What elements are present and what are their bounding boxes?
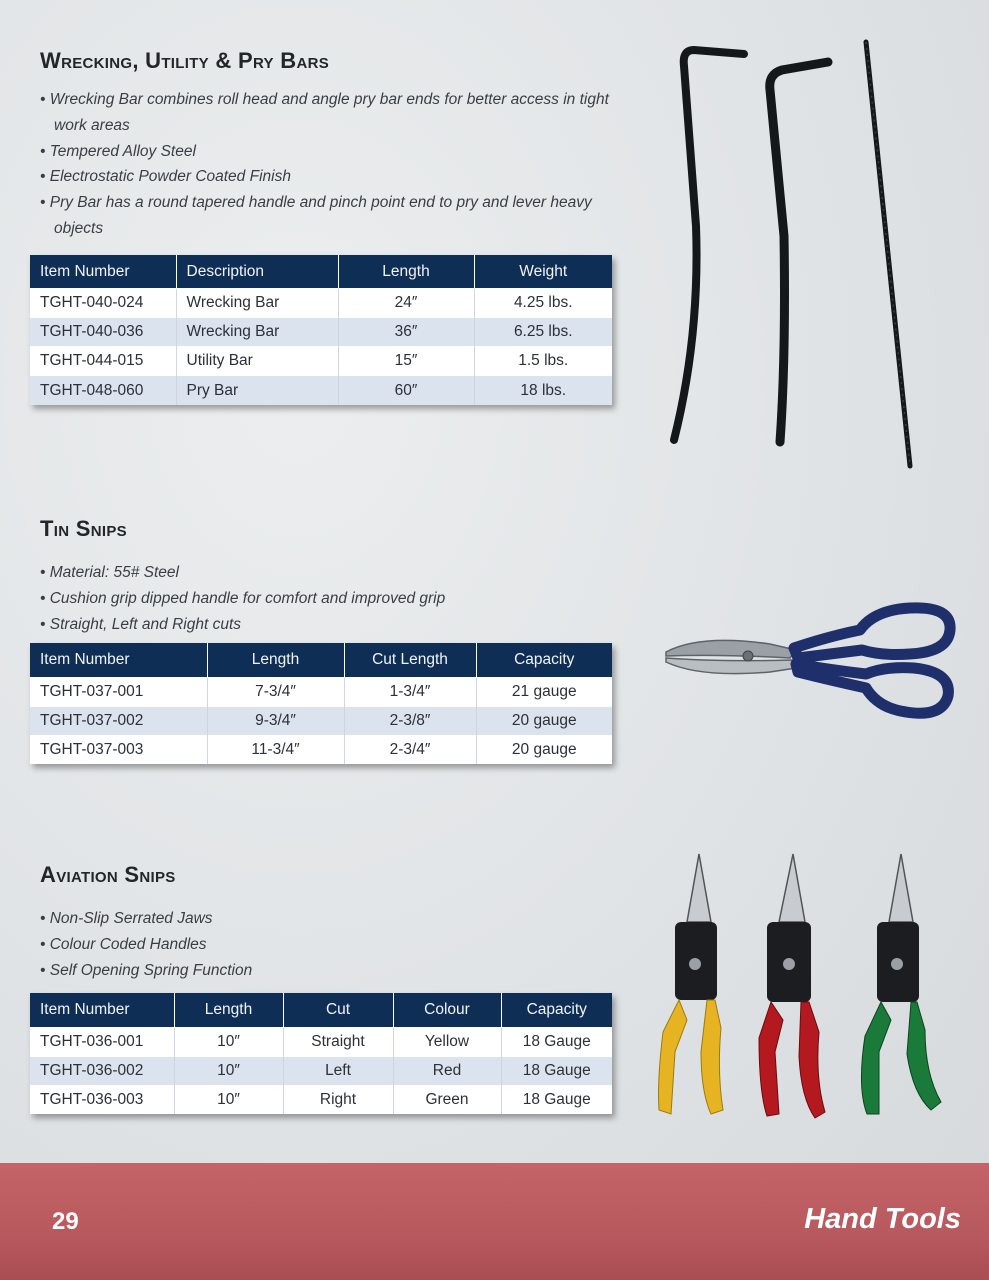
cell-capacity: 20 gauge <box>476 706 612 735</box>
cell-item-number: TGHT-036-001 <box>30 1027 174 1056</box>
cell-length: 10″ <box>174 1056 283 1085</box>
footer-title: Hand Tools <box>804 1203 961 1235</box>
cell-item-number: TGHT-040-024 <box>30 289 176 318</box>
table-row <box>30 677 612 706</box>
snips-handle-upper <box>794 608 950 658</box>
spec-table <box>30 643 612 764</box>
tin-snips-photo <box>660 600 960 725</box>
cell-colour: Red <box>393 1056 501 1085</box>
section-wrecking-bars <box>30 48 612 405</box>
feature-item: • Pry Bar has a round tapered handle and pinch point end to pry and lever heavy objects <box>40 190 612 242</box>
cell-cut: Straight <box>283 1027 393 1056</box>
cell-description: Wrecking Bar <box>176 289 338 318</box>
cell-cut-length: 2-3/4″ <box>344 735 476 764</box>
feature-item: • Tempered Alloy Steel <box>40 139 612 165</box>
wrecking-bar-24 <box>674 50 744 440</box>
cell-capacity: 18 Gauge <box>501 1056 612 1085</box>
feature-item: • Electrostatic Powder Coated Finish <box>40 164 612 190</box>
feature-list <box>40 87 612 242</box>
table-row <box>30 1027 612 1056</box>
column-header: Colour <box>393 993 501 1027</box>
feature-item: • Wrecking Bar combines roll head and angle pry bar ends for better access in tight work areas <box>40 87 612 139</box>
column-header: Capacity <box>501 993 612 1027</box>
pry-bar <box>866 42 910 466</box>
cell-weight: 6.25 lbs. <box>474 318 612 347</box>
table-row <box>30 706 612 735</box>
cell-item-number: TGHT-037-003 <box>30 735 207 764</box>
cell-length: 9-3/4″ <box>207 706 344 735</box>
cell-description: Wrecking Bar <box>176 318 338 347</box>
aviation-snips-photo <box>645 852 965 1127</box>
feature-list <box>40 906 612 983</box>
cell-weight: 1.5 lbs. <box>474 347 612 376</box>
cell-capacity: 18 Gauge <box>501 1027 612 1056</box>
column-header: Item Number <box>30 993 174 1027</box>
cell-cut-length: 2-3/8″ <box>344 706 476 735</box>
cell-item-number: TGHT-036-003 <box>30 1085 174 1114</box>
pivot-bolt <box>743 651 753 661</box>
snips-blade-lower <box>666 658 796 674</box>
section-title: Aviation Snips <box>40 862 176 887</box>
section-title: Wrecking, Utility & Pry Bars <box>40 48 330 73</box>
cell-item-number: TGHT-044-015 <box>30 347 176 376</box>
column-header: Cut Length <box>344 643 476 677</box>
cell-weight: 18 lbs. <box>474 376 612 405</box>
table-row <box>30 347 612 376</box>
feature-item: • Self Opening Spring Function <box>40 958 612 984</box>
section-tin-snips <box>30 516 612 764</box>
wrecking-bars-photo <box>660 36 930 476</box>
snips-handle-lower <box>796 664 948 713</box>
section-aviation-snips <box>30 862 612 1114</box>
table-row <box>30 318 612 347</box>
feature-item: • Material: 55# Steel <box>40 560 612 586</box>
cell-colour: Yellow <box>393 1027 501 1056</box>
cell-colour: Green <box>393 1085 501 1114</box>
table-row <box>30 1085 612 1114</box>
cell-item-number: TGHT-037-001 <box>30 677 207 706</box>
feature-item: • Straight, Left and Right cuts <box>40 612 612 638</box>
feature-item: • Cushion grip dipped handle for comfort and improved grip <box>40 586 612 612</box>
spec-table <box>30 255 612 405</box>
section-title: Tin Snips <box>40 516 127 541</box>
table-row <box>30 735 612 764</box>
cell-item-number: TGHT-037-002 <box>30 706 207 735</box>
column-header: Length <box>338 255 474 289</box>
column-header: Length <box>207 643 344 677</box>
table-row <box>30 1056 612 1085</box>
table-header-row <box>30 643 612 677</box>
spec-table <box>30 993 612 1114</box>
cell-item-number: TGHT-036-002 <box>30 1056 174 1085</box>
cell-capacity: 20 gauge <box>476 735 612 764</box>
column-header: Description <box>176 255 338 289</box>
feature-item: • Colour Coded Handles <box>40 932 612 958</box>
feature-list <box>40 560 612 637</box>
cell-length: 15″ <box>338 347 474 376</box>
aviation-snip-yellow <box>659 854 724 1114</box>
cell-capacity: 21 gauge <box>476 677 612 706</box>
cell-cut: Left <box>283 1056 393 1085</box>
table-header-row <box>30 255 612 289</box>
cell-cut: Right <box>283 1085 393 1114</box>
aviation-snip-red <box>759 854 825 1118</box>
table-row <box>30 376 612 405</box>
column-header: Item Number <box>30 255 176 289</box>
cell-capacity: 18 Gauge <box>501 1085 612 1114</box>
cell-length: 11-3/4″ <box>207 735 344 764</box>
cell-item-number: TGHT-040-036 <box>30 318 176 347</box>
cell-length: 60″ <box>338 376 474 405</box>
column-header: Weight <box>474 255 612 289</box>
cell-length: 10″ <box>174 1085 283 1114</box>
feature-item: • Non-Slip Serrated Jaws <box>40 906 612 932</box>
cell-length: 10″ <box>174 1027 283 1056</box>
snips-blade-upper <box>666 640 796 658</box>
column-header: Capacity <box>476 643 612 677</box>
cell-length: 24″ <box>338 289 474 318</box>
column-header: Item Number <box>30 643 207 677</box>
table-row <box>30 289 612 318</box>
cell-description: Pry Bar <box>176 376 338 405</box>
cell-description: Utility Bar <box>176 347 338 376</box>
cell-length: 7-3/4″ <box>207 677 344 706</box>
table-header-row <box>30 993 612 1027</box>
cell-length: 36″ <box>338 318 474 347</box>
column-header: Length <box>174 993 283 1027</box>
cell-weight: 4.25 lbs. <box>474 289 612 318</box>
page-number: 29 <box>52 1208 79 1235</box>
wrecking-bar-36 <box>770 62 828 442</box>
cell-item-number: TGHT-048-060 <box>30 376 176 405</box>
column-header: Cut <box>283 993 393 1027</box>
cell-cut-length: 1-3/4″ <box>344 677 476 706</box>
aviation-snip-green <box>861 854 941 1114</box>
